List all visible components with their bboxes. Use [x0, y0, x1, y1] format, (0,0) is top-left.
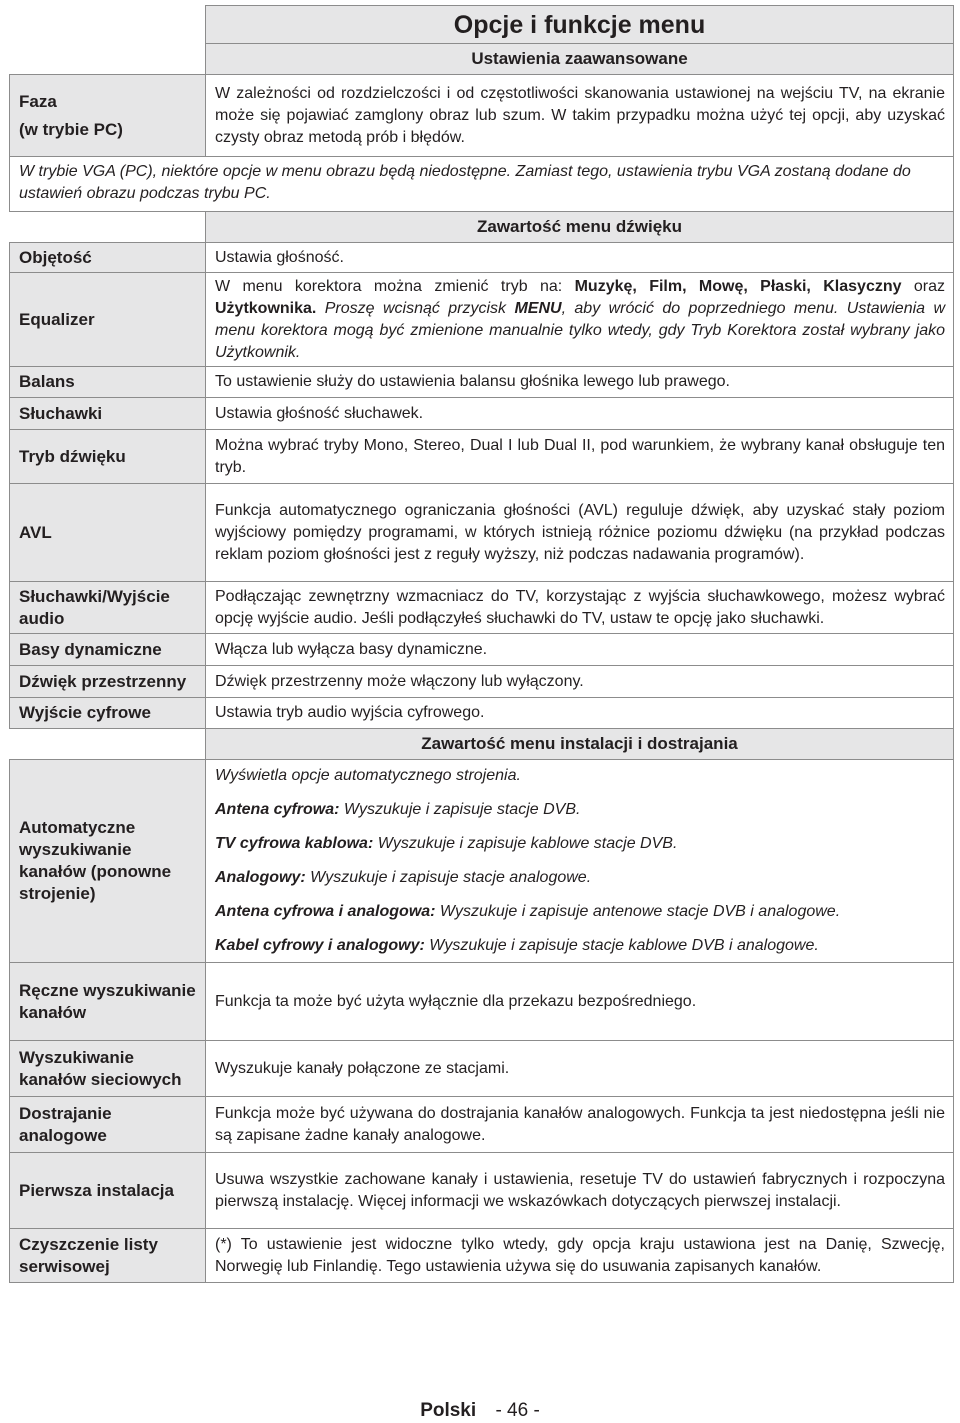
- phase-label-line1: Faza: [19, 91, 57, 111]
- auto-item-term: Kabel cyfrowy i analogowy:: [215, 937, 425, 954]
- menu-options-table: [9, 5, 954, 1283]
- label-volume: Objętość: [10, 243, 206, 273]
- auto-item-term: Analogowy:: [215, 869, 306, 886]
- eq-text-3: Proszę wcisnąć przycisk: [316, 299, 515, 317]
- desc-clear-service-list: (*) To ustawienie jest widoczne tylko wtedy, gdy opcja kraju ustawiona jest na Danię, Szwecję, Norwegię lub Finlandię. Tego ustawienia używa się do usuwania zapisanych kanałów.: [206, 1229, 954, 1283]
- label-network-search: Wyszukiwanie kanałów sieciowych: [10, 1041, 206, 1097]
- auto-item-dvbc: [215, 833, 945, 855]
- phase-label: [10, 75, 206, 157]
- eq-menu-key: MENU: [514, 299, 562, 317]
- label-clear-service-list: Czyszczenie listy serwisowej: [10, 1229, 206, 1283]
- footer-language: Polski: [420, 1400, 477, 1421]
- label-analog-finetune: Dostrajanie analogowe: [10, 1097, 206, 1153]
- auto-item-term: TV cyfrowa kablowa:: [215, 835, 374, 852]
- desc-avl: Funkcja automatycznego ograniczania głośności (AVL) reguluje dźwięk, aby uzyskać stały poziom wyjściowy pomiędzy programami, w których istnieją różnice poziomu dźwięku (na przykład podczas reklam poziom głośności jest z reguły wyższy, niż podczas nadawania programów).: [206, 484, 954, 582]
- desc-balance: To ustawienie służy do ustawienia balansu głośnika lewego lub prawego.: [206, 367, 954, 398]
- auto-item-text: Wyszukuje i zapisuje stacje analogowe.: [305, 869, 592, 886]
- eq-text-4: , aby wrócić do poprzedniego menu. Ustawienia w menu korektora mogą być zmienione manualnie tylko wtedy, gdy Tryb Korektora został wybrany jako Użytkownik.: [215, 299, 945, 361]
- eq-text-1: W menu korektora można zmienić tryb na:: [215, 277, 575, 295]
- auto-search-intro: Wyświetla opcje automatycznego strojenia.: [215, 767, 521, 784]
- auto-item-text: Wyszukuje i zapisuje kablowe stacje DVB.: [373, 835, 678, 852]
- label-sound-mode: Tryb dźwięku: [10, 430, 206, 484]
- label-avl: AVL: [10, 484, 206, 582]
- auto-item-dvbt: [215, 799, 945, 821]
- desc-dynamic-bass: Włącza lub wyłącza basy dynamiczne.: [206, 634, 954, 666]
- desc-manual-search: Funkcja ta może być użyta wyłącznie dla przekazu bezpośredniego.: [206, 963, 954, 1041]
- desc-analog-finetune: Funkcja może być używana do dostrajania kanałów analogowych. Funkcja ta jest niedostępna jeśli nie są zapisane żadne kanały analogowe.: [206, 1097, 954, 1153]
- advanced-settings-heading: Ustawienia zaawansowane: [206, 44, 954, 75]
- desc-digital-out: Ustawia tryb audio wyjścia cyfrowego.: [206, 698, 954, 729]
- label-manual-search: Ręczne wyszukiwanie kanałów: [10, 963, 206, 1041]
- auto-item-text: Wyszukuje i zapisuje antenowe stacje DVB i analogowe.: [435, 903, 841, 920]
- desc-equalizer: [206, 273, 954, 367]
- phase-label-line2: (w trybie PC): [19, 119, 123, 139]
- manual-page: [9, 5, 953, 1283]
- auto-item-antenna-both: [215, 901, 945, 923]
- desc-headphone-audio-out: Podłączając zewnętrzny wzmacniacz do TV, korzystając z wyjścia słuchawkowego, możesz wybrać opcję wyjście audio. Jeśli podłączyłeś słuchawki do TV, ustaw te opcję jako słuchawki.: [206, 582, 954, 634]
- sound-menu-heading: Zawartość menu dźwięku: [206, 212, 954, 243]
- desc-network-search: Wyszukuje kanały połączone ze stacjami.: [206, 1041, 954, 1097]
- auto-item-analog: [215, 867, 945, 889]
- label-digital-out: Wyjście cyfrowe: [10, 698, 206, 729]
- label-auto-search: Automatyczne wyszukiwanie kanałów (ponowne strojenie): [10, 760, 206, 963]
- label-first-install: Pierwsza instalacja: [10, 1153, 206, 1229]
- auto-item-text: Wyszukuje i zapisuje stacje kablowe DVB i analogowe.: [424, 937, 819, 954]
- page-footer: [0, 1400, 960, 1422]
- auto-item-cable-both: [215, 935, 945, 957]
- page-title: Opcje i funkcje menu: [206, 6, 954, 44]
- auto-item-term: Antena cyfrowa:: [215, 801, 340, 818]
- label-balance: Balans: [10, 367, 206, 398]
- label-headphones: Słuchawki: [10, 398, 206, 430]
- desc-first-install: Usuwa wszystkie zachowane kanały i ustawienia, resetuje TV do ustawień fabrycznych i rozpoczyna pierwszą instalację. Więcej informacji we wskazówkach dotyczących pierwszej instalacji.: [206, 1153, 954, 1229]
- phase-description: W zależności od rozdzielczości i od częstotliwości skanowania ustawionej na wejściu TV, na ekranie może się pojawiać zamglony obraz lub szum. W takim przypadku można użyć tej opcji, aby uzyskać czysty obraz metodą prób i błędów.: [206, 75, 954, 157]
- label-headphone-audio-out: Słuchawki/Wyjście audio: [10, 582, 206, 634]
- auto-item-text: Wyszukuje i zapisuje stacje DVB.: [339, 801, 581, 818]
- label-equalizer: Equalizer: [10, 273, 206, 367]
- label-surround: Dźwięk przestrzenny: [10, 666, 206, 698]
- auto-item-term: Antena cyfrowa i analogowa:: [215, 903, 436, 920]
- eq-user: Użytkownika.: [215, 299, 317, 317]
- eq-modes: Muzykę, Film, Mowę, Płaski, Klasyczny: [574, 277, 902, 295]
- desc-volume: Ustawia głośność.: [206, 243, 954, 273]
- vga-note: W trybie VGA (PC), niektóre opcje w menu obrazu będą niedostępne. Zamiast tego, ustawienia trybu VGA zostaną dodane do ustawień obrazu podczas trybu PC.: [10, 157, 954, 212]
- desc-headphones: Ustawia głośność słuchawek.: [206, 398, 954, 430]
- desc-sound-mode: Można wybrać tryby Mono, Stereo, Dual I lub Dual II, pod warunkiem, że wybrany kanał obsługuje ten tryb.: [206, 430, 954, 484]
- label-dynamic-bass: Basy dynamiczne: [10, 634, 206, 666]
- desc-auto-search: [206, 760, 954, 963]
- desc-surround: Dźwięk przestrzenny może włączony lub wyłączony.: [206, 666, 954, 698]
- footer-page-number: - 46 -: [495, 1400, 540, 1421]
- eq-text-2: oraz: [901, 277, 946, 295]
- install-menu-heading: Zawartość menu instalacji i dostrajania: [206, 729, 954, 760]
